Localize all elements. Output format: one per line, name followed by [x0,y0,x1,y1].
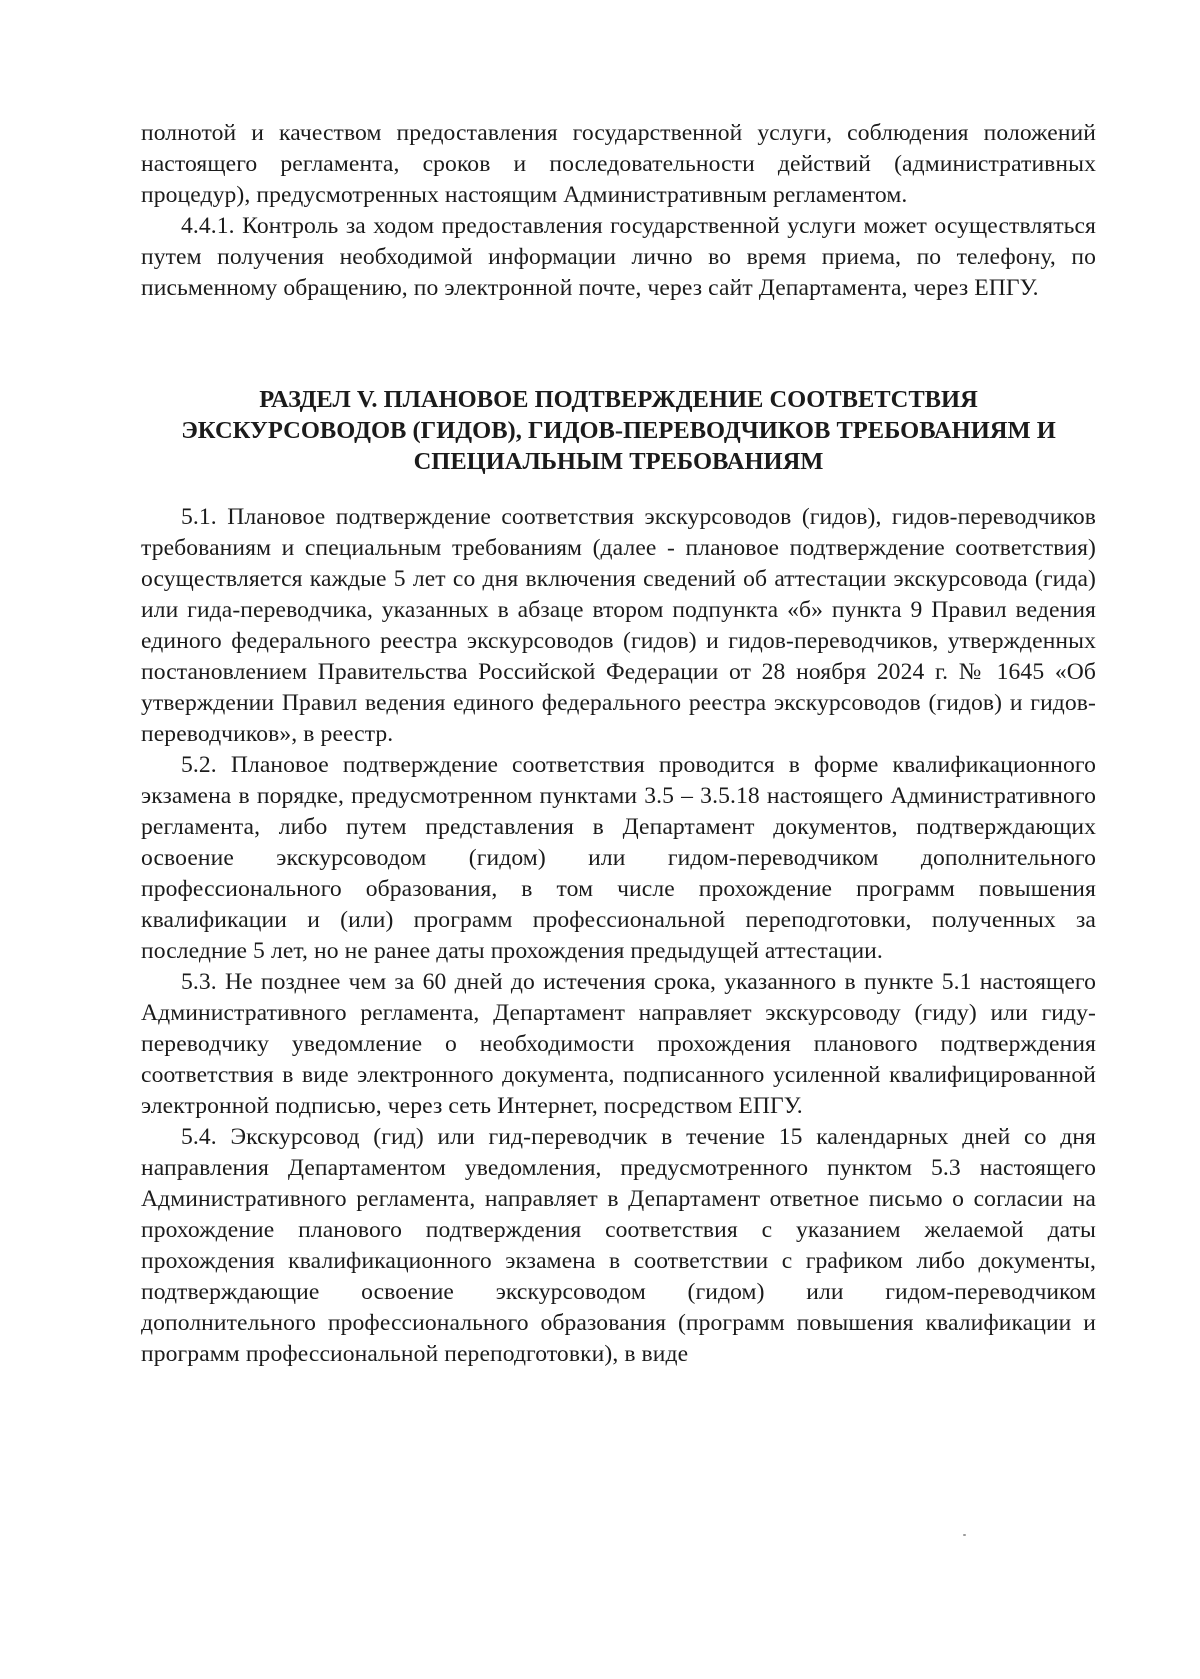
section-heading [141,384,1096,477]
text-block-main [141,502,1096,1370]
paragraph-5-4: 5.4. Экскурсовод (гид) или гид-переводчик в течение 15 календарных дней со дня направления Департаментом уведомления, предусмотренного пунктом 5.3 настоящего Административного регламента, направляет в Департамент ответное письмо о согласии на прохождение планового подтверждения соответствия с указанием желаемой даты прохождения квалификационного экзамена в соответствии с графиком либо документы, подтверждающие освоение экскурсоводом (гидом) или гидом-переводчиком дополнительного профессионального образования (программ повышения квалификации и программ профессиональной переподготовки), в виде [141,1124,1096,1367]
paragraph-5-3: 5.3. Не позднее чем за 60 дней до истечения срока, указанного в пункте 5.1 настоящего Административного регламента, Департамент направляет экскурсоводу (гиду) или гиду-переводчику уведомление о необходимости прохождения планового подтверждения соответствия в виде электронного документа, подписанного усиленной квалифицированной электронной подписью, через сеть Интернет, посредством ЕПГУ. [141,969,1096,1119]
section-heading-line-1: РАЗДЕЛ V. ПЛАНОВОЕ ПОДТВЕРЖДЕНИЕ СООТВЕТСТВИЯ [259,386,978,413]
paragraph-5-2: 5.2. Плановое подтверждение соответствия проводится в форме квалификационного экзамена в порядке, предусмотренном пунктами 3.5 – 3.5.18 настоящего Административного регламента, либо путем представления в Департамент документов, подтверждающих освоение экскурсоводом (гидом) или гидом-переводчиком дополнительного профессионального образования, в том числе прохождение программ повышения квалификации и (или) программ профессиональной переподготовки, полученных за последние 5 лет, но не ранее даты прохождения предыдущей аттестации. [141,752,1096,964]
section-heading-line-3: СПЕЦИАЛЬНЫМ ТРЕБОВАНИЯМ [413,448,824,475]
text-block-top [141,118,1096,304]
paragraph-4-4-1: 4.4.1. Контроль за ходом предоставления государственной услуги может осуществляться путем получения необходимой информации лично во время приема, по телефону, по письменному обращению, по электронной почте, через сайт Департамента, через ЕПГУ. [141,213,1096,301]
scan-speck [963,1534,966,1536]
paragraph-5-1: 5.1. Плановое подтверждение соответствия экскурсоводов (гидов), гидов-переводчиков требованиям и специальным требованиям (далее - плановое подтверждение соответствия) осуществляется каждые 5 лет со дня включения сведений об аттестации экскурсовода (гида) или гида-переводчика, указанных в абзаце втором подпункта «б» пункта 9 Правил ведения единого федерального реестра экскурсоводов (гидов) и гидов-переводчиков, утвержденных постановлением Правительства Российской Федерации от 28 ноября 2024 г. № 1645 «Об утверждении Правил ведения единого федерального реестра экскурсоводов (гидов) и гидов-переводчиков», в реестр. [141,504,1096,747]
section-heading-line-2: ЭКСКУРСОВОДОВ (ГИДОВ), ГИДОВ-ПЕРЕВОДЧИКОВ ТРЕБОВАНИЯМ И [181,417,1056,444]
intro-paragraph: полнотой и качеством предоставления государственной услуги, соблюдения положений настоящего регламента, сроков и последовательности действий (административных процедур), предусмотренных настоящим Административным регламентом. [141,120,1096,208]
